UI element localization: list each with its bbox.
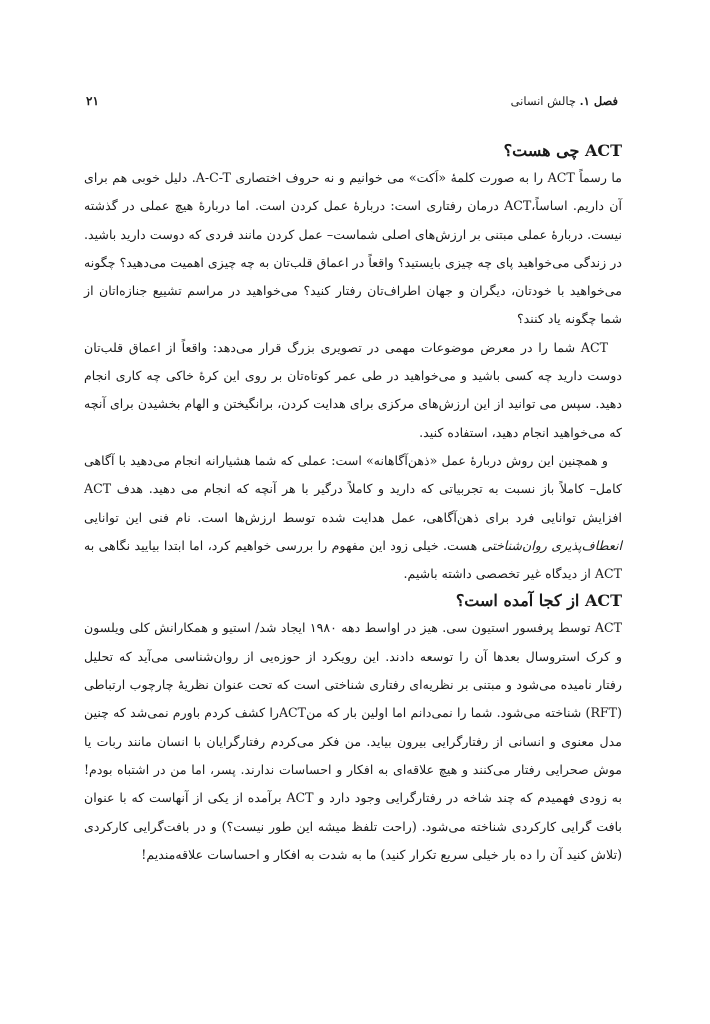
paragraph-3 xyxy=(84,447,622,588)
running-header xyxy=(86,92,618,110)
paragraph-1: ما رسماً ACT را به صورت کلمهٔ «اَکت» می خوانیم و نه حروف اختصاری A-C-T. دلیل خوبی هم برای آن داریم. اساساً،ACT درمان رفتاری است: دربارهٔ عمل کردن است. اما دربارهٔ هیچ عملی در گذشته نیست. دربارهٔ عملی مبتنی بر ارزش‌های اصلی شماست– عمل کردن مانند فردی که دوست دارید باشید. در زندگی می‌خواهید پای چه چیزی بایستید؟ واقعاً در اعماق قلب‌تان به چه چیزی اهمیت می‌دهید؟ چگونه می‌خواهید با خودتان، دیگران و جهان اطراف‌تان رفتار کنید؟ می‌خواهید در مراسم تشییع جنازه‌اتان از شما چگونه یاد کنند؟ xyxy=(84,170,622,327)
paragraph-2: ACT شما را در معرض موضوعات مهمی در تصویری بزرگ قرار می‌دهد: واقعاً از اعماق قلب‌تان دوست دارید چه کسی باشید و می‌خواهید در طی عمر کوتاه‌تان بر روی این کرهٔ خاکی چه کاری انجام دهید. سپس می توانید از این ارزش‌های مرکزی برای هدایت کردن، برانگیختن و الهام بخشیدن برای آنچه که می‌خواهید انجام دهید، استفاده کنید. xyxy=(84,339,622,440)
paragraph-3-part-a: و همچنین این روش دربارهٔ عمل «ذهن‌آگاهانه» است: عملی که شما هشیارانه انجام می‌دهید با آگاهی کامل– کاملاً باز نسبت به تجربیاتی که دارید و کاملاً درگیر با هر آنچه که انجام می دهید. هدف ACT افزایش توانایی فرد برای ذهن‌آگاهی، عمل هدایت شده توسط ارزش‌ها است. نام فنی این توانایی xyxy=(84,452,622,525)
section-heading-origin-of-act: ACT از کجا آمده است؟ xyxy=(455,591,622,611)
page-content xyxy=(84,138,622,869)
chapter-title-text: چالش انسانی xyxy=(510,94,576,108)
paragraph-4: ACT توسط پرفسور استیون سی. هیز در اواسط دهه ۱۹۸۰ ایجاد شد/ استیو و همکارانش کلی ویلسون و کرک استروسال بعدها آن را توسعه دادند. این رویکرد از حوزه‌یی از روان‌شناسی می‌آید که تحلیل رفتار نامیده می‌شود و مبتنی بر نظریه‌ای رفتاری شناختی است که تحت عنوان نظریهٔ چارچوب ارتباطی (RFT) شناخته می‌شود. شما را نمی‌دانم اما اولین بار که منACTرا کشف کردم باورم نمی‌شد که چنین مدل معنوی و انسانی از رفتارگرایی بیرون بیاید. من فکر می‌کردم رفتارگرایان با انسان مانند ربات یا موش صحرایی رفتار می‌کنند و هیچ علاقه‌ای به افکار و احساسات ندارند. پسر، اما من در اشتباه بودم! به زودی فهمیدم که چند شاخه در رفتارگرایی وجود دارد و ACT برآمده از یکی از آنهاست که با عنوان بافت گرایی کارکردی شناخته می‌شود. (راحت تلفظ میشه این طور نیست؟) و در بافت‌گرایی کارکردی (تلاش کنید آن را ده بار خیلی سریع تکرار کنید) ما به شدت به افکار و احساسات علاقه‌مندیم! xyxy=(84,620,623,862)
psychological-flexibility-term: انعطاف‌پذیری روان‌شناختی xyxy=(481,537,622,553)
chapter-label: فصل ۱. xyxy=(579,94,618,108)
page-number: ۲۱ xyxy=(86,94,99,108)
chapter-title xyxy=(511,94,618,108)
section-heading-what-is-act: ACT چی هست؟ xyxy=(503,141,622,160)
paragraph-3-part-b: هست. خیلی زود این مفهوم را بررسی خواهیم کرد، اما ابتدا بیایید نگاهی به ACT از دیدگاه غیر تخصصی داشته باشیم. xyxy=(84,537,622,582)
